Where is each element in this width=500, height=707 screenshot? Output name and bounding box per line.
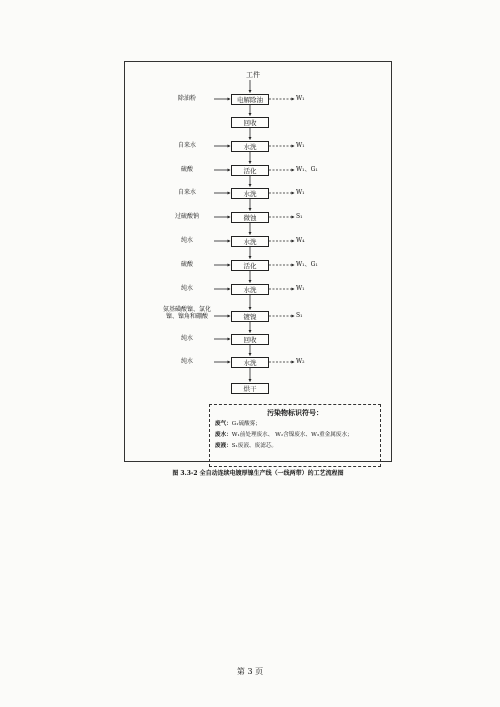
- input-label: 自来水: [177, 189, 196, 196]
- process-box: 水洗: [231, 188, 269, 199]
- output-label: W₁: [296, 95, 305, 102]
- output-label: W₁: [296, 142, 305, 149]
- input-label: 纯水: [180, 285, 193, 292]
- process-box: 镀镍: [231, 311, 269, 322]
- input-label: 硫酸: [180, 166, 193, 173]
- input-label: 纯水: [180, 358, 193, 365]
- process-box: 水洗: [231, 357, 269, 368]
- output-label: W₁、G₁: [296, 261, 318, 268]
- process-box: 微蚀: [231, 212, 269, 223]
- output-label: W₄: [296, 237, 305, 244]
- input-label: 氨基磺酸镍、氯化镍、镍角和硼酸: [162, 306, 211, 320]
- legend-water: 废水：W₁前处理废水、 W₂含镍废水、W₃重金属废水；: [215, 432, 353, 438]
- legend-gas: 废气：G₁硫酸雾；: [215, 421, 261, 427]
- process-box: 水洗: [231, 141, 269, 152]
- output-label: W₁: [296, 285, 305, 292]
- process-box: 烘干: [231, 383, 269, 394]
- input-label: 纯水: [180, 237, 193, 244]
- input-label: 除油粉: [177, 95, 196, 102]
- output-label: S₁: [296, 213, 303, 220]
- input-label: 过硫酸钠: [174, 213, 199, 220]
- legend-solid: 废液：S₁废液、废滤芯。: [215, 443, 278, 449]
- start-label: 工件: [246, 71, 260, 79]
- input-label: 硫酸: [180, 261, 193, 268]
- process-box: 电解除油: [231, 94, 269, 105]
- page-number: 第 3 页: [236, 667, 264, 676]
- process-box: 活化: [231, 260, 269, 271]
- process-box: 水洗: [231, 236, 269, 247]
- process-box: 活化: [231, 165, 269, 176]
- figure-caption: 图 3.3-2 全自动连续电镀厚镍生产线（一线两带）的工艺流程图: [172, 470, 344, 477]
- output-label: W₁、G₁: [296, 166, 318, 173]
- input-label: 纯水: [180, 335, 193, 342]
- output-label: W₂: [296, 358, 305, 365]
- legend-title: 污染物标识符号：: [267, 408, 323, 417]
- process-box: 回收: [231, 334, 269, 345]
- output-label: S₁: [296, 312, 303, 319]
- legend-box: [209, 404, 381, 467]
- process-box: 水洗: [231, 284, 269, 295]
- process-box: 回收: [231, 117, 269, 128]
- output-label: W₁: [296, 189, 305, 196]
- input-label: 自来水: [177, 142, 196, 149]
